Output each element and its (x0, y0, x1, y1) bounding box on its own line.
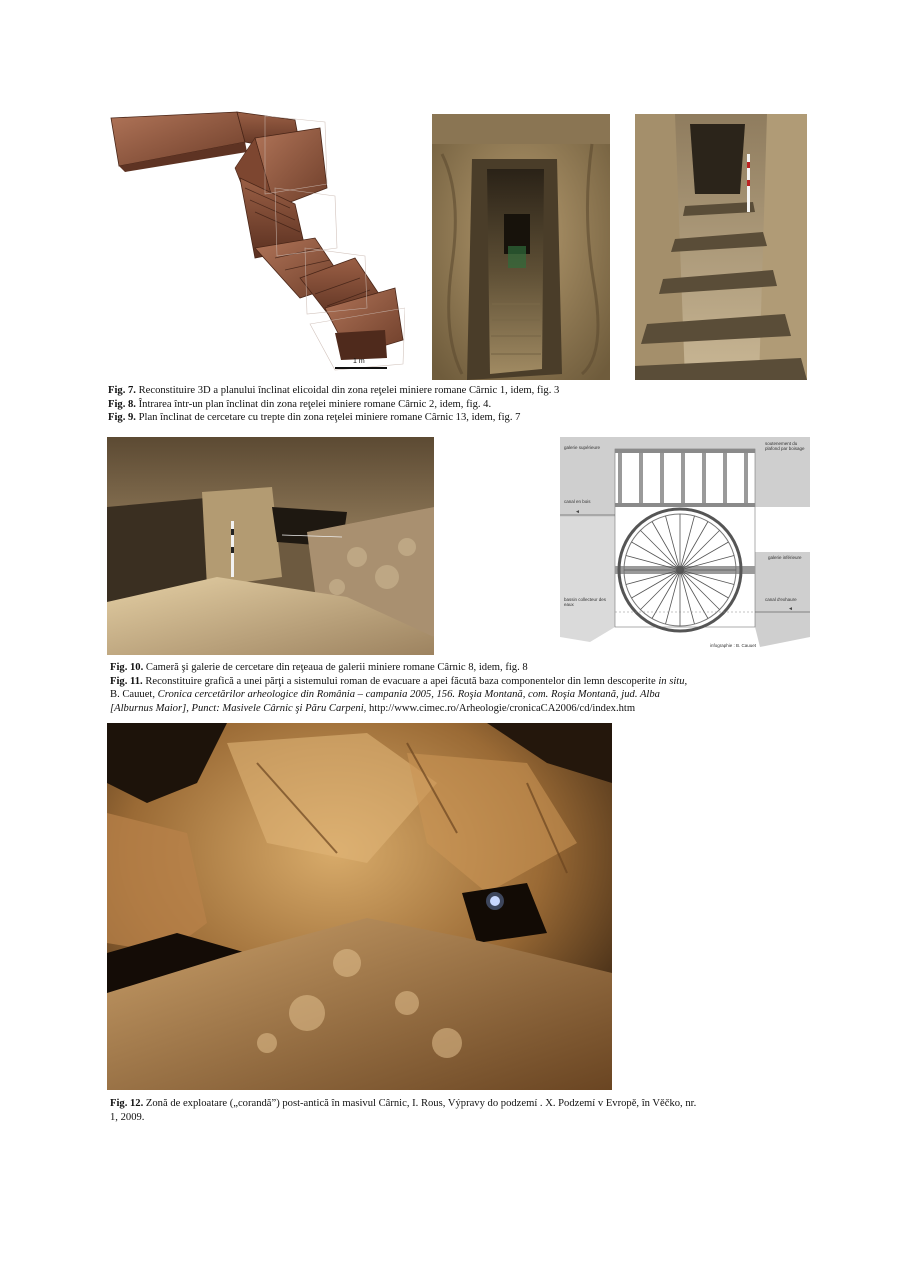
caption-fig8: Fig. 8. Întrarea într-un plan înclinat din zona reţelei miniere romane Cârnic 2, idem, fig. 4. (108, 398, 492, 410)
scale-label: 1 m (353, 358, 365, 365)
caption-fig12-line2: 1, 2009. (110, 1111, 145, 1123)
svg-text:◄: ◄ (575, 510, 580, 515)
label-credit: infographie : B. Cauuet (710, 643, 757, 648)
caption-fig12-line1: Fig. 12. Zonă de exploatare („corandă”) post-antică în masivul Cârnic, I. Rous, Výpravy do podzemí . X. Podzemí v Evropě, în Věčko, nr. (110, 1098, 697, 1109)
label-galerie-inferieure: galerie inférieure (768, 555, 802, 560)
caption-fig11-line2: B. Cauuet, Cronica cercetărilor arheologice din România – campania 2005, 156. Roşia Montană, com. Roşia Montană, jud. Alba (110, 689, 660, 701)
fig7-3d-reconstruction (105, 108, 405, 380)
fig11-drainage-wheel-diagram (560, 437, 810, 655)
svg-text:◄: ◄ (788, 607, 793, 612)
caption-fig7: Fig. 7. Reconstituire 3D a planului înclinat elicoidal din zona reţelei miniere romane Cârnic 1, idem, fig. 3 (108, 385, 560, 396)
caption-fig10-11 (110, 661, 810, 715)
fig10-photo (107, 437, 434, 655)
caption-fig11-line3: [Alburnus Maior], Punct: Masivele Cârnic şi Păru Carpeni, http://www.cimec.ro/Arheologie/cronicaCA2006/cd/index.htm (110, 702, 636, 714)
caption-fig10: Fig. 10. Cameră şi galerie de cercetare din reţeaua de galerii miniere romane Cârnic 8, idem, fig. 8 (110, 662, 528, 673)
label-soutenement: soutenement du plafond par boisage (765, 441, 805, 451)
label-canal-exhaure: canal d'exhaure (765, 597, 797, 602)
fig9-photo (635, 114, 807, 380)
fig8-photo (432, 114, 610, 380)
label-galerie-superieure: galerie supérieure (564, 445, 601, 450)
fig12-photo (107, 723, 612, 1090)
caption-fig9: Fig. 9. Plan înclinat de cercetare cu trepte din zona reţelei miniere romane Cârnic 13, idem, fig. 7 (108, 412, 521, 424)
label-bassin: bassin collecteur des eaux (564, 597, 607, 607)
label-canal-bois: canal en bois (564, 499, 591, 504)
caption-fig12 (110, 1097, 810, 1124)
caption-fig7-9 (108, 384, 808, 425)
caption-fig11-line1: Fig. 11. Reconstituire grafică a unei părţi a sistemului roman de evacuare a apei făcută baza componentelor din lemn descoperite in situ, (110, 675, 688, 687)
